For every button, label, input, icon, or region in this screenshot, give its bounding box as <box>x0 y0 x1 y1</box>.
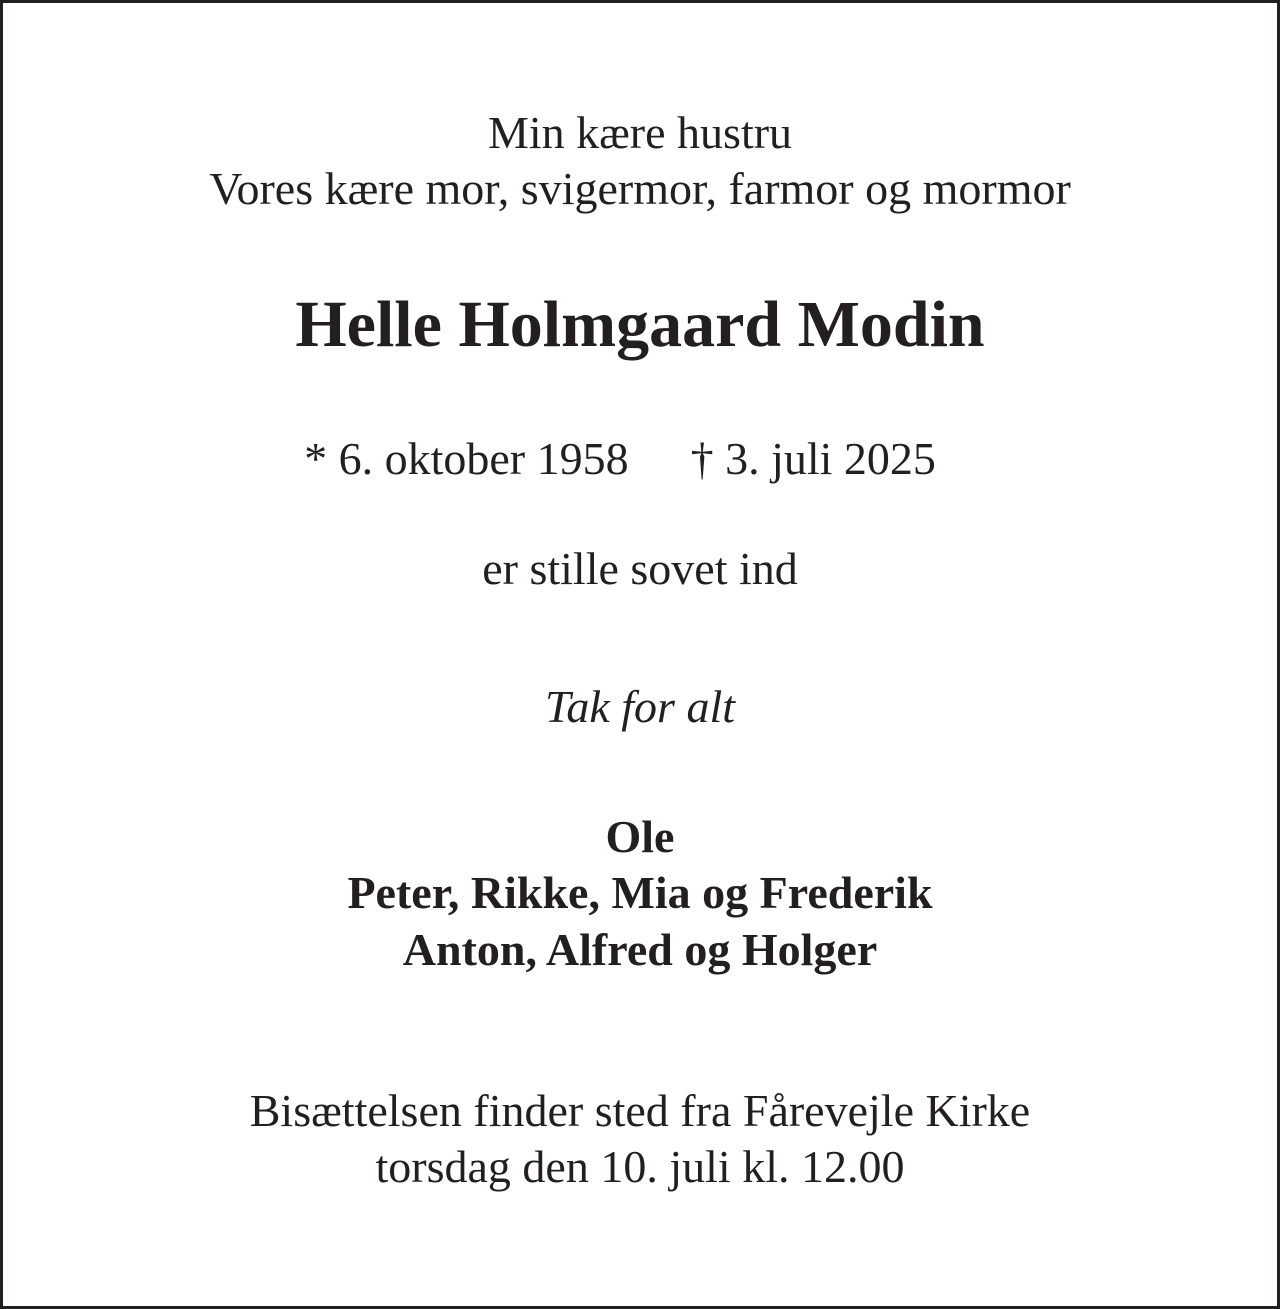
passing-message: er stille sovet ind <box>482 543 798 594</box>
funeral-line-1: Bisættelsen finder sted fra Fårevejle Kirke <box>249 1085 1031 1136</box>
intro-line-2: Vores kære mor, svigermor, farmor og mormor <box>209 163 1071 214</box>
thanks-message: Tak for alt <box>544 681 736 732</box>
family-line-1: Ole <box>605 811 675 862</box>
birth-date: * 6. oktober 1958 <box>304 433 629 484</box>
life-dates <box>0 433 1280 484</box>
intro-line-1: Min kære hustru <box>487 107 793 158</box>
funeral-line-2: torsdag den 10. juli kl. 12.00 <box>375 1141 905 1192</box>
deceased-name: Helle Holmgaard Modin <box>295 288 985 361</box>
family-line-3: Anton, Alfred og Holger <box>402 924 878 975</box>
family-line-2: Peter, Rikke, Mia og Frederik <box>347 867 933 918</box>
death-date: † 3. juli 2025 <box>690 433 936 484</box>
